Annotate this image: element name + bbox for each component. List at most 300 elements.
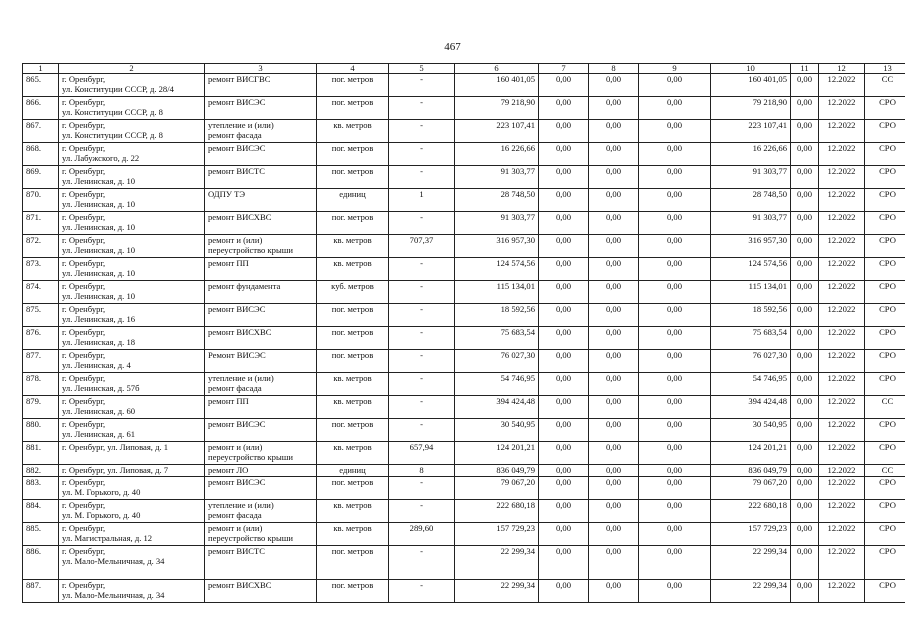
total-cost-cell: 124 201,21 bbox=[455, 442, 539, 465]
table-header-row bbox=[23, 64, 905, 74]
fund-local-cell: 0,00 bbox=[639, 189, 711, 212]
address-line-1: г. Оренбург, bbox=[62, 500, 106, 510]
total-cost-cell: 316 957,30 bbox=[455, 235, 539, 258]
fund-other-cell: 0,00 bbox=[791, 442, 819, 465]
address-line-1: г. Оренбург, ул. Липовая, д. 1 bbox=[62, 442, 169, 452]
address-line-2: ул. М. Горького, д. 40 bbox=[62, 510, 141, 520]
address-cell bbox=[59, 327, 205, 350]
unit-cell: пог. метров bbox=[317, 97, 389, 120]
total-cost-cell: 22 299,34 bbox=[455, 580, 539, 603]
unit-cell: пог. метров bbox=[317, 212, 389, 235]
total-cost-cell: 54 746,95 bbox=[455, 373, 539, 396]
unit-cell: пог. метров bbox=[317, 350, 389, 373]
fund-local-cell: 0,00 bbox=[639, 580, 711, 603]
volume-cell: - bbox=[389, 580, 455, 603]
work-type-line-1: ремонт ЛО bbox=[208, 465, 249, 475]
work-type-cell bbox=[205, 465, 317, 477]
row-number-cell: 885. bbox=[23, 523, 59, 546]
fund-owners-cell: 18 592,56 bbox=[711, 304, 791, 327]
fund-other-cell: 0,00 bbox=[791, 281, 819, 304]
row-number-cell: 877. bbox=[23, 350, 59, 373]
column-header-1: 1 bbox=[23, 64, 59, 74]
fund-regional-cell: 0,00 bbox=[589, 465, 639, 477]
volume-cell: - bbox=[389, 373, 455, 396]
address-line-1: г. Оренбург, bbox=[62, 97, 106, 107]
fund-federal-cell: 0,00 bbox=[539, 465, 589, 477]
fund-local-cell: 0,00 bbox=[639, 258, 711, 281]
address-cell bbox=[59, 396, 205, 419]
address-line-1: г. Оренбург, bbox=[62, 580, 106, 590]
fund-other-cell: 0,00 bbox=[791, 120, 819, 143]
volume-cell: - bbox=[389, 281, 455, 304]
unit-cell: пог. метров bbox=[317, 143, 389, 166]
address-line-2: ул. Мало-Мельничная, д. 34 bbox=[62, 556, 165, 566]
row-number-cell: 881. bbox=[23, 442, 59, 465]
total-cost-cell: 79 067,20 bbox=[455, 477, 539, 500]
fund-other-cell: 0,00 bbox=[791, 327, 819, 350]
fund-local-cell: 0,00 bbox=[639, 546, 711, 580]
volume-cell: - bbox=[389, 350, 455, 373]
address-line-2: ул. Мало-Мельничная, д. 34 bbox=[62, 590, 165, 600]
volume-cell: - bbox=[389, 304, 455, 327]
fund-local-cell: 0,00 bbox=[639, 212, 711, 235]
fund-local-cell: 0,00 bbox=[639, 327, 711, 350]
address-line-1: г. Оренбург, bbox=[62, 523, 106, 533]
table-row bbox=[23, 235, 905, 258]
table-row bbox=[23, 281, 905, 304]
fund-federal-cell: 0,00 bbox=[539, 74, 589, 97]
total-cost-cell: 30 540,95 bbox=[455, 419, 539, 442]
work-type-line-1: утепление и (или) bbox=[208, 120, 274, 130]
method-cell: СРО bbox=[865, 281, 905, 304]
completion-date-cell: 12.2022 bbox=[819, 500, 865, 523]
method-cell: СРО bbox=[865, 477, 905, 500]
unit-cell: пог. метров bbox=[317, 580, 389, 603]
address-cell bbox=[59, 258, 205, 281]
work-type-line-1: ремонт ПП bbox=[208, 396, 249, 406]
fund-federal-cell: 0,00 bbox=[539, 258, 589, 281]
work-type-cell bbox=[205, 419, 317, 442]
method-cell: СС bbox=[865, 74, 905, 97]
table-row bbox=[23, 477, 905, 500]
table-row bbox=[23, 419, 905, 442]
fund-regional-cell: 0,00 bbox=[589, 350, 639, 373]
fund-other-cell: 0,00 bbox=[791, 212, 819, 235]
fund-owners-cell: 223 107,41 bbox=[711, 120, 791, 143]
fund-federal-cell: 0,00 bbox=[539, 281, 589, 304]
address-line-1: г. Оренбург, bbox=[62, 396, 106, 406]
method-cell: СРО bbox=[865, 442, 905, 465]
column-header-9: 9 bbox=[639, 64, 711, 74]
fund-regional-cell: 0,00 bbox=[589, 419, 639, 442]
completion-date-cell: 12.2022 bbox=[819, 442, 865, 465]
fund-local-cell: 0,00 bbox=[639, 500, 711, 523]
address-line-2: ул. Ленинская, д. 60 bbox=[62, 406, 136, 416]
method-cell: СРО bbox=[865, 189, 905, 212]
method-cell: СРО bbox=[865, 166, 905, 189]
total-cost-cell: 22 299,34 bbox=[455, 546, 539, 580]
volume-cell: - bbox=[389, 258, 455, 281]
fund-regional-cell: 0,00 bbox=[589, 212, 639, 235]
work-type-line-1: ремонт ВИСХВС bbox=[208, 212, 272, 222]
total-cost-cell: 160 401,05 bbox=[455, 74, 539, 97]
method-cell: СРО bbox=[865, 546, 905, 580]
unit-cell: пог. метров bbox=[317, 477, 389, 500]
unit-cell: кв. метров bbox=[317, 396, 389, 419]
fund-local-cell: 0,00 bbox=[639, 465, 711, 477]
fund-local-cell: 0,00 bbox=[639, 74, 711, 97]
volume-cell: 707,37 bbox=[389, 235, 455, 258]
address-line-2: ул. Ленинская, д. 10 bbox=[62, 291, 136, 301]
work-type-line-1: ремонт ВИСЭС bbox=[208, 477, 266, 487]
row-number-cell: 874. bbox=[23, 281, 59, 304]
method-cell: СРО bbox=[865, 212, 905, 235]
address-line-1: г. Оренбург, bbox=[62, 304, 106, 314]
address-line-2: ул. М. Горького, д. 40 bbox=[62, 487, 141, 497]
address-line-2: ул. Ленинская, д. 18 bbox=[62, 337, 136, 347]
volume-cell: - bbox=[389, 212, 455, 235]
fund-regional-cell: 0,00 bbox=[589, 327, 639, 350]
fund-other-cell: 0,00 bbox=[791, 97, 819, 120]
address-line-1: г. Оренбург, bbox=[62, 212, 106, 222]
work-type-line-1: ремонт ВИСХВС bbox=[208, 580, 272, 590]
work-type-cell bbox=[205, 120, 317, 143]
method-cell: СРО bbox=[865, 500, 905, 523]
fund-other-cell: 0,00 bbox=[791, 419, 819, 442]
work-type-line-1: утепление и (или) bbox=[208, 373, 274, 383]
row-number-cell: 865. bbox=[23, 74, 59, 97]
fund-owners-cell: 79 067,20 bbox=[711, 477, 791, 500]
fund-federal-cell: 0,00 bbox=[539, 373, 589, 396]
row-number-cell: 867. bbox=[23, 120, 59, 143]
fund-federal-cell: 0,00 bbox=[539, 419, 589, 442]
row-number-cell: 887. bbox=[23, 580, 59, 603]
table-row bbox=[23, 166, 905, 189]
fund-federal-cell: 0,00 bbox=[539, 327, 589, 350]
row-number-cell: 880. bbox=[23, 419, 59, 442]
total-cost-cell: 124 574,56 bbox=[455, 258, 539, 281]
fund-other-cell: 0,00 bbox=[791, 477, 819, 500]
method-cell: СРО bbox=[865, 350, 905, 373]
total-cost-cell: 28 748,50 bbox=[455, 189, 539, 212]
fund-other-cell: 0,00 bbox=[791, 500, 819, 523]
fund-regional-cell: 0,00 bbox=[589, 74, 639, 97]
address-line-2: ул. Конституции СССР, д. 28/4 bbox=[62, 84, 174, 94]
table-row bbox=[23, 350, 905, 373]
table-row bbox=[23, 189, 905, 212]
fund-local-cell: 0,00 bbox=[639, 373, 711, 396]
completion-date-cell: 12.2022 bbox=[819, 74, 865, 97]
address-line-2: ул. Конституции СССР, д. 8 bbox=[62, 130, 163, 140]
row-number-cell: 886. bbox=[23, 546, 59, 580]
fund-owners-cell: 316 957,30 bbox=[711, 235, 791, 258]
fund-regional-cell: 0,00 bbox=[589, 281, 639, 304]
fund-local-cell: 0,00 bbox=[639, 350, 711, 373]
total-cost-cell: 222 680,18 bbox=[455, 500, 539, 523]
address-line-2: ул. Ленинская, д. 16 bbox=[62, 314, 136, 324]
address-cell bbox=[59, 580, 205, 603]
address-cell bbox=[59, 166, 205, 189]
work-type-cell bbox=[205, 74, 317, 97]
method-cell: СРО bbox=[865, 258, 905, 281]
work-type-line-1: ремонт ВИСЭС bbox=[208, 97, 266, 107]
work-type-line-1: Ремонт ВИСЭС bbox=[208, 350, 266, 360]
fund-federal-cell: 0,00 bbox=[539, 580, 589, 603]
fund-other-cell: 0,00 bbox=[791, 350, 819, 373]
fund-owners-cell: 54 746,95 bbox=[711, 373, 791, 396]
work-type-line-1: ремонт ВИСХВС bbox=[208, 327, 272, 337]
fund-owners-cell: 836 049,79 bbox=[711, 465, 791, 477]
volume-cell: - bbox=[389, 166, 455, 189]
work-type-line-1: ремонт ВИСЭС bbox=[208, 143, 266, 153]
total-cost-cell: 16 226,66 bbox=[455, 143, 539, 166]
total-cost-cell: 91 303,77 bbox=[455, 212, 539, 235]
unit-cell: пог. метров bbox=[317, 304, 389, 327]
completion-date-cell: 12.2022 bbox=[819, 523, 865, 546]
fund-owners-cell: 124 574,56 bbox=[711, 258, 791, 281]
unit-cell: пог. метров bbox=[317, 166, 389, 189]
fund-local-cell: 0,00 bbox=[639, 477, 711, 500]
work-type-line-1: ремонт ПП bbox=[208, 258, 249, 268]
fund-federal-cell: 0,00 bbox=[539, 546, 589, 580]
work-type-cell bbox=[205, 143, 317, 166]
fund-regional-cell: 0,00 bbox=[589, 523, 639, 546]
completion-date-cell: 12.2022 bbox=[819, 419, 865, 442]
address-line-1: г. Оренбург, ул. Липовая, д. 7 bbox=[62, 465, 169, 475]
total-cost-cell: 91 303,77 bbox=[455, 166, 539, 189]
fund-regional-cell: 0,00 bbox=[589, 546, 639, 580]
row-number-cell: 875. bbox=[23, 304, 59, 327]
work-type-cell bbox=[205, 373, 317, 396]
volume-cell: - bbox=[389, 74, 455, 97]
column-header-11: 11 bbox=[791, 64, 819, 74]
completion-date-cell: 12.2022 bbox=[819, 373, 865, 396]
fund-owners-cell: 91 303,77 bbox=[711, 212, 791, 235]
completion-date-cell: 12.2022 bbox=[819, 166, 865, 189]
work-type-line-2: переустройство крыши bbox=[208, 245, 293, 255]
volume-cell: - bbox=[389, 97, 455, 120]
fund-other-cell: 0,00 bbox=[791, 258, 819, 281]
work-type-line-1: ремонт ВИСЭС bbox=[208, 419, 266, 429]
method-cell: СС bbox=[865, 465, 905, 477]
address-cell bbox=[59, 74, 205, 97]
row-number-cell: 869. bbox=[23, 166, 59, 189]
unit-cell: пог. метров bbox=[317, 327, 389, 350]
work-type-line-2: переустройство крыши bbox=[208, 452, 293, 462]
address-cell bbox=[59, 97, 205, 120]
fund-owners-cell: 394 424,48 bbox=[711, 396, 791, 419]
address-line-1: г. Оренбург, bbox=[62, 120, 106, 130]
work-type-cell bbox=[205, 477, 317, 500]
column-header-13: 13 bbox=[865, 64, 905, 74]
completion-date-cell: 12.2022 bbox=[819, 143, 865, 166]
completion-date-cell: 12.2022 bbox=[819, 212, 865, 235]
fund-local-cell: 0,00 bbox=[639, 281, 711, 304]
completion-date-cell: 12.2022 bbox=[819, 327, 865, 350]
address-line-1: г. Оренбург, bbox=[62, 74, 106, 84]
volume-cell: - bbox=[389, 396, 455, 419]
row-number-cell: 876. bbox=[23, 327, 59, 350]
address-line-2: ул. Ленинская, д. 61 bbox=[62, 429, 136, 439]
completion-date-cell: 12.2022 bbox=[819, 350, 865, 373]
total-cost-cell: 75 683,54 bbox=[455, 327, 539, 350]
address-line-1: г. Оренбург, bbox=[62, 166, 106, 176]
address-cell bbox=[59, 442, 205, 465]
work-type-cell bbox=[205, 97, 317, 120]
work-type-cell bbox=[205, 235, 317, 258]
work-type-cell bbox=[205, 304, 317, 327]
volume-cell: 1 bbox=[389, 189, 455, 212]
fund-federal-cell: 0,00 bbox=[539, 120, 589, 143]
column-header-10: 10 bbox=[711, 64, 791, 74]
work-type-cell bbox=[205, 523, 317, 546]
column-header-6: 6 bbox=[455, 64, 539, 74]
address-line-2: ул. Ленинская, д. 10 bbox=[62, 245, 136, 255]
completion-date-cell: 12.2022 bbox=[819, 258, 865, 281]
total-cost-cell: 79 218,90 bbox=[455, 97, 539, 120]
address-cell bbox=[59, 281, 205, 304]
completion-date-cell: 12.2022 bbox=[819, 304, 865, 327]
fund-federal-cell: 0,00 bbox=[539, 166, 589, 189]
method-cell: СРО bbox=[865, 97, 905, 120]
table-row bbox=[23, 304, 905, 327]
work-type-cell bbox=[205, 546, 317, 580]
work-type-cell bbox=[205, 327, 317, 350]
method-cell: СРО bbox=[865, 143, 905, 166]
work-type-cell bbox=[205, 212, 317, 235]
address-cell bbox=[59, 304, 205, 327]
fund-federal-cell: 0,00 bbox=[539, 212, 589, 235]
address-cell bbox=[59, 419, 205, 442]
fund-other-cell: 0,00 bbox=[791, 235, 819, 258]
column-header-3: 3 bbox=[205, 64, 317, 74]
unit-cell: пог. метров bbox=[317, 419, 389, 442]
completion-date-cell: 12.2022 bbox=[819, 580, 865, 603]
completion-date-cell: 12.2022 bbox=[819, 97, 865, 120]
address-line-1: г. Оренбург, bbox=[62, 477, 106, 487]
address-cell bbox=[59, 477, 205, 500]
fund-local-cell: 0,00 bbox=[639, 419, 711, 442]
method-cell: СРО bbox=[865, 373, 905, 396]
fund-local-cell: 0,00 bbox=[639, 120, 711, 143]
fund-owners-cell: 22 299,34 bbox=[711, 580, 791, 603]
method-cell: СРО bbox=[865, 327, 905, 350]
table-row bbox=[23, 212, 905, 235]
table-row bbox=[23, 143, 905, 166]
table-row bbox=[23, 258, 905, 281]
work-type-line-1: ремонт фундамента bbox=[208, 281, 281, 291]
address-line-2: ул. Ленинская, д. 57б bbox=[62, 383, 140, 393]
fund-owners-cell: 79 218,90 bbox=[711, 97, 791, 120]
total-cost-cell: 76 027,30 bbox=[455, 350, 539, 373]
total-cost-cell: 836 049,79 bbox=[455, 465, 539, 477]
fund-federal-cell: 0,00 bbox=[539, 97, 589, 120]
fund-other-cell: 0,00 bbox=[791, 304, 819, 327]
work-type-line-2: переустройство крыши bbox=[208, 533, 293, 543]
address-line-2: ул. Ленинская, д. 10 bbox=[62, 268, 136, 278]
column-header-7: 7 bbox=[539, 64, 589, 74]
work-type-line-2: ремонт фасада bbox=[208, 130, 262, 140]
unit-cell: пог. метров bbox=[317, 546, 389, 580]
address-cell bbox=[59, 373, 205, 396]
work-type-cell bbox=[205, 442, 317, 465]
address-line-1: г. Оренбург, bbox=[62, 350, 106, 360]
address-cell bbox=[59, 120, 205, 143]
completion-date-cell: 12.2022 bbox=[819, 477, 865, 500]
row-number-cell: 866. bbox=[23, 97, 59, 120]
fund-owners-cell: 75 683,54 bbox=[711, 327, 791, 350]
completion-date-cell: 12.2022 bbox=[819, 396, 865, 419]
fund-local-cell: 0,00 bbox=[639, 523, 711, 546]
method-cell: СРО bbox=[865, 580, 905, 603]
fund-other-cell: 0,00 bbox=[791, 189, 819, 212]
page-number: 467 bbox=[444, 41, 461, 53]
fund-owners-cell: 22 299,34 bbox=[711, 546, 791, 580]
table-row bbox=[23, 500, 905, 523]
work-type-line-2: ремонт фасада bbox=[208, 383, 262, 393]
fund-regional-cell: 0,00 bbox=[589, 143, 639, 166]
unit-cell: кв. метров bbox=[317, 120, 389, 143]
volume-cell: - bbox=[389, 500, 455, 523]
row-number-cell: 872. bbox=[23, 235, 59, 258]
address-cell bbox=[59, 465, 205, 477]
total-cost-cell: 18 592,56 bbox=[455, 304, 539, 327]
fund-regional-cell: 0,00 bbox=[589, 258, 639, 281]
address-line-1: г. Оренбург, bbox=[62, 235, 106, 245]
unit-cell: единиц bbox=[317, 189, 389, 212]
fund-local-cell: 0,00 bbox=[639, 166, 711, 189]
address-line-1: г. Оренбург, bbox=[62, 327, 106, 337]
address-line-1: г. Оренбург, bbox=[62, 143, 106, 153]
work-type-line-1: ремонт ВИСТС bbox=[208, 166, 266, 176]
table-row bbox=[23, 120, 905, 143]
fund-local-cell: 0,00 bbox=[639, 235, 711, 258]
unit-cell: единиц bbox=[317, 465, 389, 477]
table-row bbox=[23, 580, 905, 603]
address-line-1: г. Оренбург, bbox=[62, 419, 106, 429]
fund-regional-cell: 0,00 bbox=[589, 304, 639, 327]
volume-cell: - bbox=[389, 143, 455, 166]
fund-regional-cell: 0,00 bbox=[589, 580, 639, 603]
unit-cell: кв. метров bbox=[317, 258, 389, 281]
fund-regional-cell: 0,00 bbox=[589, 97, 639, 120]
fund-owners-cell: 115 134,01 bbox=[711, 281, 791, 304]
fund-federal-cell: 0,00 bbox=[539, 350, 589, 373]
volume-cell: 8 bbox=[389, 465, 455, 477]
completion-date-cell: 12.2022 bbox=[819, 235, 865, 258]
address-line-1: г. Оренбург, bbox=[62, 189, 106, 199]
volume-cell: - bbox=[389, 327, 455, 350]
work-type-line-1: ремонт ВИСГВС bbox=[208, 74, 271, 84]
fund-other-cell: 0,00 bbox=[791, 166, 819, 189]
table-row bbox=[23, 373, 905, 396]
volume-cell: - bbox=[389, 546, 455, 580]
column-header-2: 2 bbox=[59, 64, 205, 74]
row-number-cell: 884. bbox=[23, 500, 59, 523]
address-line-2: ул. Ленинская, д. 10 bbox=[62, 199, 136, 209]
address-cell bbox=[59, 212, 205, 235]
fund-owners-cell: 91 303,77 bbox=[711, 166, 791, 189]
work-type-line-1: ремонт и (или) bbox=[208, 235, 263, 245]
work-type-line-1: ОДПУ ТЭ bbox=[208, 189, 246, 199]
total-cost-cell: 223 107,41 bbox=[455, 120, 539, 143]
fund-regional-cell: 0,00 bbox=[589, 500, 639, 523]
address-line-1: г. Оренбург, bbox=[62, 546, 106, 556]
work-type-line-1: ремонт и (или) bbox=[208, 442, 263, 452]
fund-other-cell: 0,00 bbox=[791, 546, 819, 580]
row-number-cell: 868. bbox=[23, 143, 59, 166]
fund-regional-cell: 0,00 bbox=[589, 166, 639, 189]
